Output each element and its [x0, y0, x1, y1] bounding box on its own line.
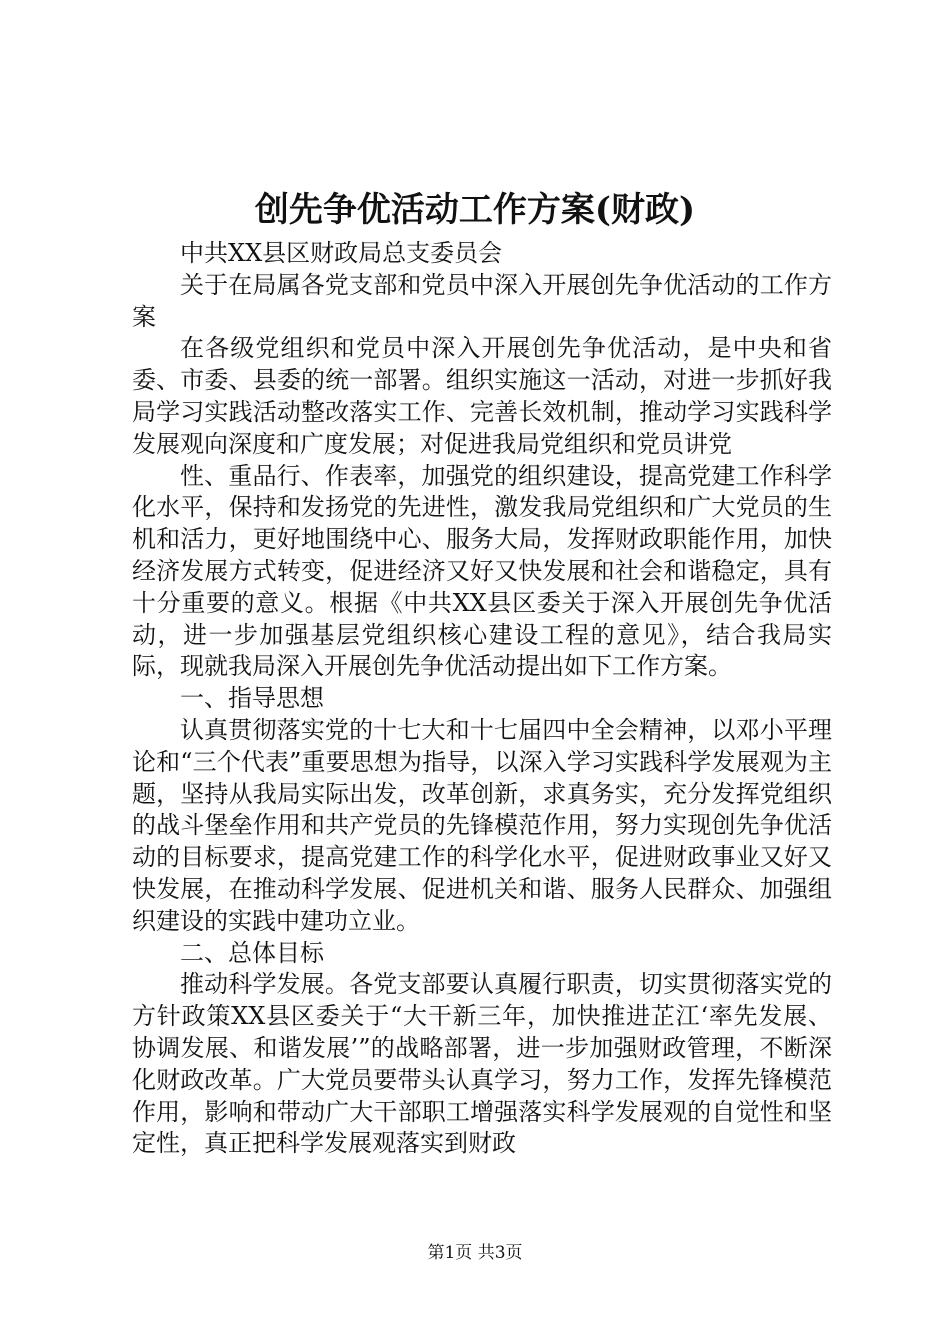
document-title: 创先争优活动工作方案(财政) [254, 190, 696, 230]
document-body [132, 238, 832, 1160]
paragraph-overall-goals: 推动科学发展。各党支部要认真履行职责，切实贯彻落实党的方针政策XX县区委关于“大干新三年，加快推进芷江‘率先发展、协调发展、和谐发展’”的战略部署，进一步加强财政管理，不断深化财政改革。广大党员要带头认真学习，努力工作，发挥先锋模范作用，影响和带动广大干部职工增强落实科学发展观的自觉性和坚定性，真正把科学发展观落实到财政 [132, 970, 832, 1158]
paragraph-subject: 关于在局属各党支部和党员中深入开展创先争优活动的工作方案 [132, 270, 832, 331]
paragraph-issuer: 中共XX县区财政局总支委员会 [180, 239, 503, 267]
section-heading-guiding-ideology: 一、指导思想 [180, 684, 324, 713]
section-heading-overall-goals: 二、总体目标 [180, 938, 324, 967]
paragraph-guiding-ideology: 认真贯彻落实党的十七大和十七届四中全会精神，以邓小平理论和“三个代表”重要思想为指导，以深入学习实践科学发展观为主题，坚持从我局实际出发，改革创新，求真务实，充分发挥党组织的战斗堡垒作用和共产党员的先锋模范作用，努力实现创先争优活动的目标要求，提高党建工作的科学化水平，促进财政事业又好又快发展，在推动科学发展、促进机关和谐、服务人民群众、加强组织建设的实践中建功立业。 [132, 715, 832, 935]
paragraph-significance: 性、重品行、作表率，加强党的组织建设，提高党建工作科学化水平，保持和发扬党的先进性，激发我局党组织和广大党员的生机和活力，更好地围绕中心、服务大局，发挥财政职能作用，加快经济发展方式转变，促进经济又好又快发展和社会和谐稳定，具有十分重要的意义。根据《中共XX县区委关于深入开展创先争优活动，进一步加强基层党组织核心建设工程的意见》，结合我局实际，现就我局深入开展创先争优活动提出如下工作方案。 [132, 461, 832, 681]
paragraph-intro: 在各级党组织和党员中深入开展创先争优活动，是中央和省委、市委、县委的统一部署。组织实施这一活动，对进一步抓好我局学习实践活动整改落实工作、完善长效机制，推动学习实践科学发展观向深度和广度发展；对促进我局党组织和党员讲党 [132, 334, 832, 458]
page-footer: 第1页 共3页 [427, 1243, 523, 1263]
